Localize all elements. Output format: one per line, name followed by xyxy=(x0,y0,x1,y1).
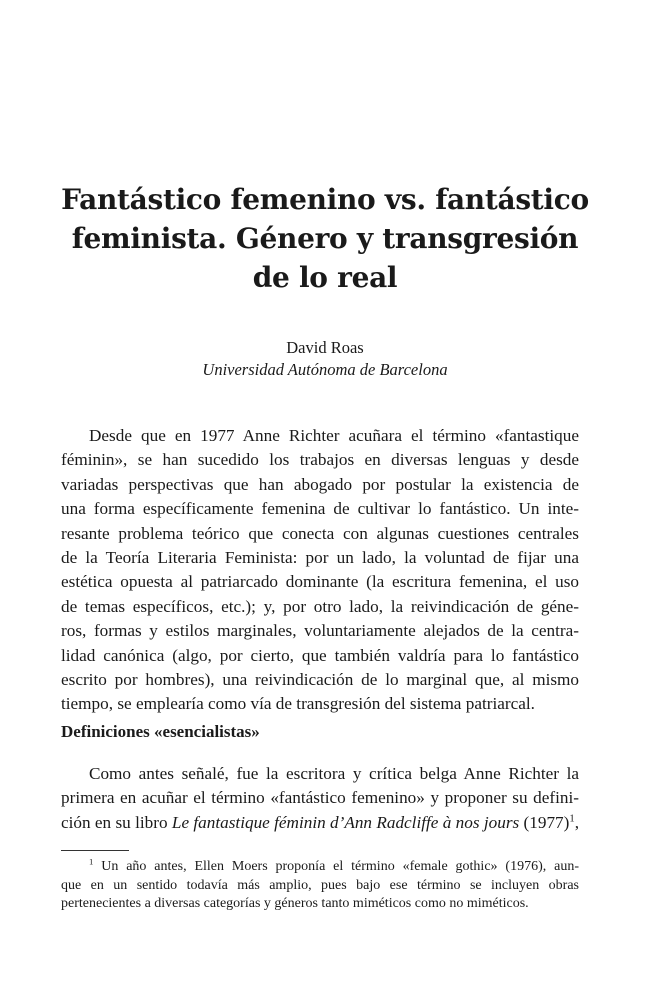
paragraph-line: lidad canónica (algo, por cierto, que también valdría para lo fantástico xyxy=(61,645,579,665)
title-line-1: Fantástico femenino vs. fantástico xyxy=(61,183,589,216)
author-affiliation: Universidad Autónoma de Barcelona xyxy=(202,360,448,379)
book-title: Le fantastique féminin d’Ann Radcliffe à nos jours xyxy=(171,812,520,832)
paragraph-line: estética opuesta al patriarcado dominante (la escritura femenina, el uso xyxy=(61,572,579,592)
paragraph-line: resante problema teórico que conecta con algunas cuestiones centrales xyxy=(61,523,579,543)
footnote-text: Un año antes, Ellen Moers proponía el término «female gothic» (1976), aun- xyxy=(93,859,579,874)
paragraph-line: de la Teoría Literaria Feminista: por un lado, la voluntad de fijar una xyxy=(61,548,579,568)
intro-paragraph xyxy=(61,424,579,717)
line-end: , xyxy=(574,812,579,832)
paragraph-line: de temas específicos, etc.); y, por otro lado, la reivindicación de géne- xyxy=(61,596,579,616)
paragraph-line: tiempo, se emplearía como vía de transgresión del sistema patriarcal. xyxy=(61,694,535,714)
footnote-line xyxy=(61,858,579,877)
footnote-reference[interactable]: 1 xyxy=(569,813,575,825)
footnote-line: que en un sentido todavía más amplio, pues bajo ese término se incluyen obras xyxy=(61,877,579,893)
line-prefix: ción en su libro xyxy=(61,812,172,832)
title-line-2: feminista. Género y transgresión xyxy=(71,222,579,255)
paragraph-line: Como antes señalé, fue la escritora y crítica belga Anne Richter la xyxy=(89,764,579,783)
paragraph-line: ros, formas y estilos marginales, voluntariamente alejados de la centra- xyxy=(61,621,579,641)
paragraph-line: primera en acuñar el término «fantástico femenino» y proponer su defini- xyxy=(61,788,579,808)
paragraph-line: una forma específicamente femenina de cultivar lo fantástico. Un inte- xyxy=(61,499,579,519)
footnote-divider xyxy=(61,850,129,851)
paragraph-line: escrito por hombres), una reivindicación de lo marginal que, al mismo xyxy=(61,670,579,690)
footnote-marker: 1 xyxy=(89,856,94,867)
paragraph-line: féminin», se han sucedido los trabajos en diversas lenguas y desde xyxy=(61,450,579,470)
footnote-line: pertenecientes a diversas categorías y géneros tanto miméticos como no miméticos. xyxy=(61,896,529,911)
title-line-3: de lo real xyxy=(252,261,398,294)
paragraph-line: variadas perspectivas que han abogado por postular la existencia de xyxy=(61,474,579,494)
paragraph-line xyxy=(61,811,579,835)
definitions-paragraph xyxy=(61,762,579,835)
footnote xyxy=(61,858,579,914)
paragraph-line: Desde que en 1977 Anne Richter acuñara el término «fantastique xyxy=(89,426,579,445)
article-title xyxy=(60,180,590,297)
author-name: David Roas xyxy=(286,338,364,357)
line-year: (1977) xyxy=(519,812,570,832)
section-heading: Definiciones «esencialistas» xyxy=(61,722,260,741)
